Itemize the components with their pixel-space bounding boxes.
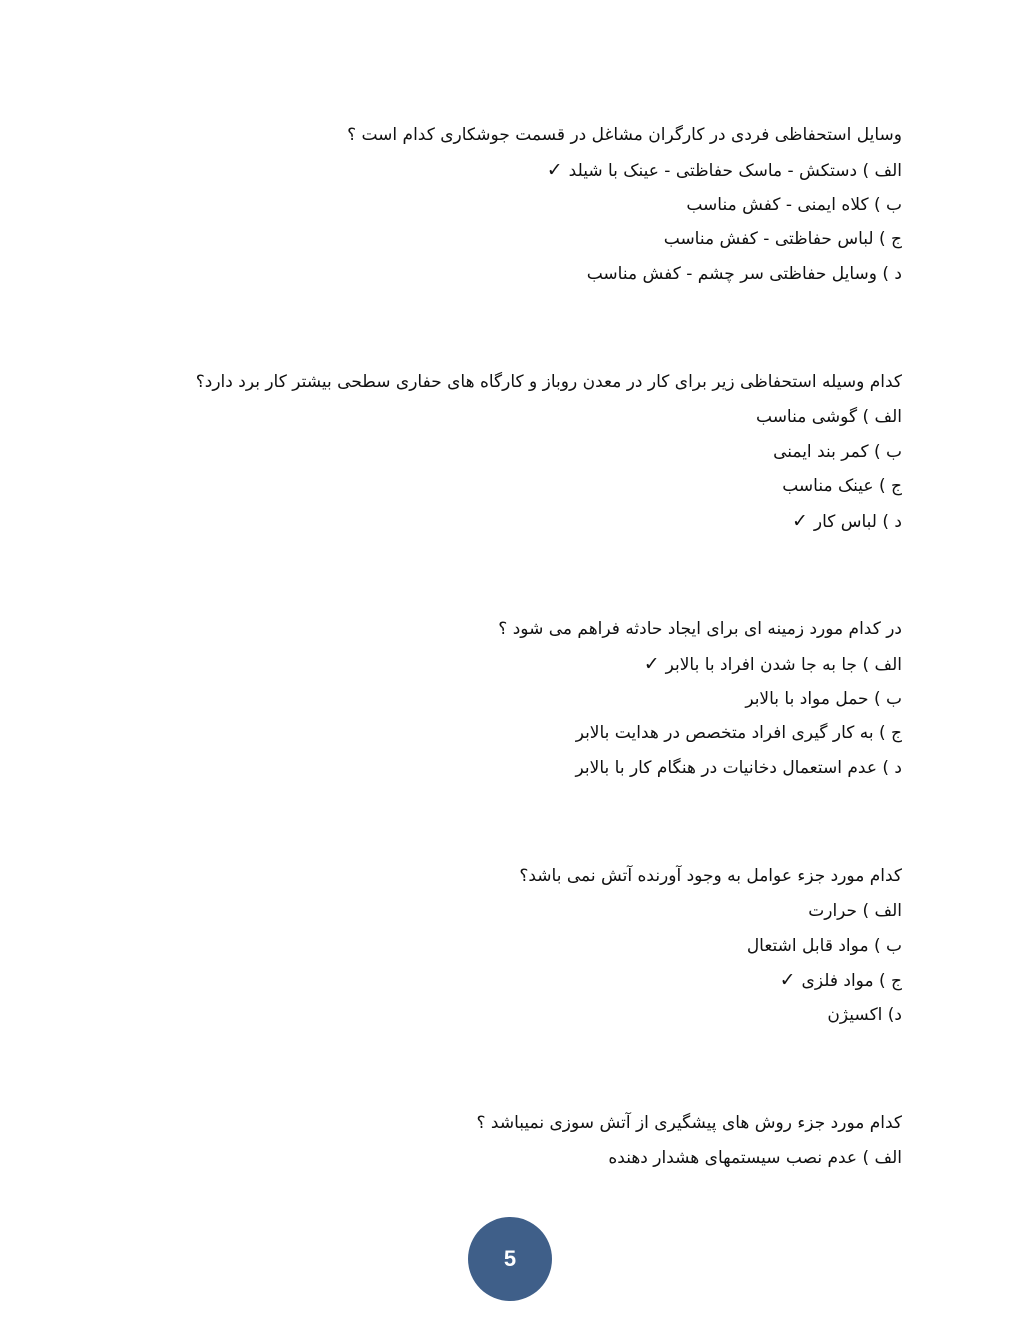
- option-list: [142, 1141, 902, 1176]
- option-list: [142, 400, 902, 538]
- question-block: [142, 612, 902, 785]
- check-mark-icon: ✓: [779, 969, 796, 991]
- answer-option: [142, 188, 902, 223]
- answer-option: [142, 647, 902, 682]
- check-mark-icon: ✓: [643, 653, 660, 675]
- answer-option: [142, 682, 902, 717]
- answer-option: [142, 435, 902, 470]
- option-list: [142, 894, 902, 1032]
- answer-option-label: د ) وسایل حفاظتی سر چشم - کفش مناسب: [586, 263, 902, 284]
- answer-option: [142, 400, 902, 435]
- question-text: کدام وسیله استحفاظی زیر برای کار در معدن روباز و کارگاه های حفاری سطحی بیشتر کار برد دارد؟: [195, 372, 902, 392]
- answer-option: [142, 751, 902, 786]
- answer-option-label: د ) عدم استعمال دخانیات در هنگام کار با بالابر: [575, 757, 902, 778]
- check-mark-icon: ✓: [791, 509, 808, 532]
- answer-option-label: ج ) عینک مناسب: [782, 476, 902, 496]
- page-number: 5: [503, 1246, 517, 1271]
- answer-option-label: ب ) کلاه ایمنی - کفش مناسب: [686, 194, 902, 215]
- page-number-badge: [468, 1217, 552, 1301]
- answer-option-label: د) اکسیژن: [827, 1004, 902, 1025]
- answer-option: [142, 222, 902, 257]
- answer-option: [142, 469, 902, 504]
- answer-option-label: الف ) جا به جا شدن افراد با بالابر: [665, 655, 902, 675]
- answer-option: [142, 504, 902, 539]
- answer-option: [142, 153, 902, 188]
- answer-option-label: ب ) کمر بند ایمنی: [773, 441, 902, 462]
- question-block: [142, 1106, 902, 1176]
- answer-option: [142, 716, 902, 751]
- answer-option-label: ب ) حمل مواد با بالابر: [745, 688, 902, 709]
- answer-option-label: الف ) حرارت: [808, 901, 902, 921]
- answer-option-label: ج ) مواد فلزی: [801, 971, 902, 991]
- answer-option: [142, 257, 902, 292]
- answer-option-label: ج ) لباس حفاظتی - کفش مناسب: [663, 229, 902, 249]
- question-text: وسایل استحفاظی فردی در کارگران مشاغل در قسمت جوشکاری کدام است ؟: [347, 125, 902, 145]
- question-text: در کدام مورد زمینه ای برای ایجاد حادثه فراهم می شود ؟: [498, 619, 902, 639]
- question-block: [142, 859, 902, 1032]
- option-list: [142, 153, 902, 291]
- question-text: کدام مورد جزء عوامل به وجود آورنده آتش نمی باشد؟: [519, 866, 902, 886]
- option-list: [142, 647, 902, 785]
- question-text: کدام مورد جزء روش های پیشگیری از آتش سوزی نمیباشد ؟: [476, 1113, 902, 1133]
- answer-option: [142, 998, 902, 1033]
- answer-option: [142, 1141, 902, 1176]
- answer-option-label: ج ) به کار گیری افراد متخصص در هدایت بالابر: [575, 723, 902, 743]
- answer-option: [142, 929, 902, 964]
- answer-option-label: الف ) گوشی مناسب: [756, 407, 902, 427]
- answer-option-label: الف ) دستکش - ماسک حفاظتی - عینک با شیلد: [568, 161, 902, 181]
- answer-option: [142, 894, 902, 929]
- check-mark-icon: ✓: [546, 159, 563, 181]
- question-block: [142, 118, 902, 291]
- answer-option-label: د ) لباس کار: [813, 511, 902, 532]
- answer-option: [142, 963, 902, 998]
- answer-option-label: الف ) عدم نصب سیستمهای هشدار دهنده: [608, 1148, 902, 1168]
- answer-option-label: ب ) مواد قابل اشتعال: [746, 935, 902, 956]
- question-block: [142, 365, 902, 538]
